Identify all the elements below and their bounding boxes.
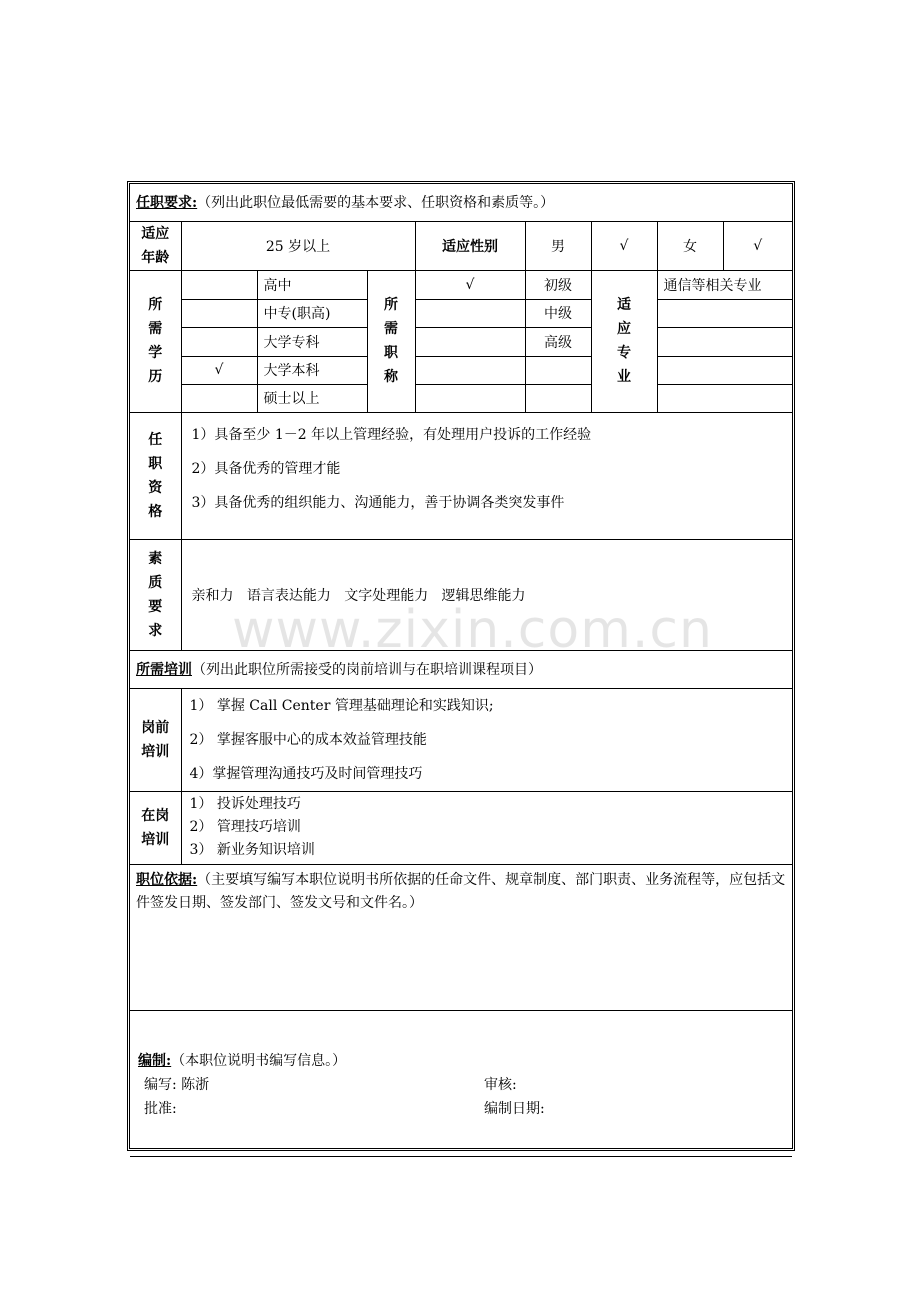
education-check (181, 299, 257, 327)
training-header-row (130, 650, 792, 688)
basis-note: （主要填写编写本职位说明书所依据的任命文件、规章制度、部门职责、业务流程等，应包括文件签发日期、签发部门、签发文号和文件名。） (136, 871, 786, 911)
list-item: 1） 掌握 Call Center 管理基础理论和实践知识; (189, 697, 494, 714)
education-row (130, 327, 792, 356)
education-level: 大学本科 (257, 356, 367, 384)
qualification-list (181, 412, 792, 539)
education-label: 所 需 学 历 (130, 270, 181, 412)
education-check (181, 384, 257, 412)
education-check (181, 270, 257, 299)
major-value: 通信等相关专业 (657, 270, 792, 299)
list-item: 2） 掌握客服中心的成本效益管理技能 (189, 731, 427, 748)
list-item: 1）具备至少 1－2 年以上管理经验，有处理用户投诉的工作经验 (191, 426, 592, 443)
education-row (130, 270, 792, 299)
compile-row (130, 1010, 792, 1156)
age-label: 适应 年龄 (130, 221, 181, 270)
quality-label: 素 质 要 求 (130, 539, 181, 650)
list-item: 1） 投诉处理技巧 (189, 796, 301, 812)
title-check: √ (415, 270, 525, 299)
requirements-title: 任职要求: (136, 195, 198, 212)
title-level: 中级 (525, 299, 591, 327)
female-check: √ (723, 221, 792, 270)
list-item: 3）具备优秀的组织能力、沟通能力，善于协调各类突发事件 (191, 494, 565, 511)
onjob-training-list (181, 791, 792, 864)
requirements-header (130, 184, 792, 221)
title-level (525, 384, 591, 412)
training-title: 所需培训 (136, 662, 192, 678)
gender-label: 适应性别 (415, 221, 525, 270)
basis-title: 职位依据: (136, 871, 198, 888)
title-check (415, 299, 525, 327)
writer-field: 编写: 陈浙 (144, 1076, 210, 1093)
title-check (415, 384, 525, 412)
requirements-header-row (130, 184, 792, 221)
female-label: 女 (657, 221, 723, 270)
major-value (657, 384, 792, 412)
male-check: √ (591, 221, 657, 270)
training-header (130, 650, 792, 688)
major-value (657, 356, 792, 384)
education-row (130, 384, 792, 412)
qualification-label: 任 职 资 格 (130, 412, 181, 539)
age-gender-row (130, 221, 792, 270)
education-level: 大学专科 (257, 327, 367, 356)
basis-cell (130, 864, 792, 1010)
compile-title: 编制: (138, 1052, 172, 1069)
compile-cell (130, 1010, 792, 1156)
job-description-form (129, 183, 793, 1149)
education-check: √ (181, 356, 257, 384)
compile-note: （本职位说明书编写信息。） (171, 1052, 347, 1069)
reviewer-field: 审核: (484, 1076, 517, 1093)
training-note: （列出此职位所需接受的岗前培训与在职培训课程项目） (192, 662, 542, 678)
title-level (525, 356, 591, 384)
education-row (130, 299, 792, 327)
title-check (415, 327, 525, 356)
title-check (415, 356, 525, 384)
quality-row (130, 539, 792, 650)
form-table (130, 184, 792, 1157)
list-item: 2） 管理技巧培训 (189, 819, 301, 835)
watermark: www.zixin.com.cn (232, 600, 713, 660)
major-value (657, 327, 792, 356)
signature-table (138, 1073, 786, 1121)
list-item: 2）具备优秀的管理才能 (191, 460, 341, 477)
education-row (130, 356, 792, 384)
education-level: 硕士以上 (257, 384, 367, 412)
qualification-row (130, 412, 792, 539)
pre-training-row (130, 688, 792, 791)
major-value (657, 299, 792, 327)
major-label: 适 应 专 业 (591, 270, 657, 412)
list-item: 4）掌握管理沟通技巧及时间管理技巧 (189, 765, 423, 782)
male-label: 男 (525, 221, 591, 270)
date-field: 编制日期: (484, 1100, 545, 1117)
onjob-training-label: 在岗 培训 (130, 791, 181, 864)
education-level: 中专(职高) (257, 299, 367, 327)
approver-field: 批准: (144, 1100, 177, 1117)
writer-name: 陈浙 (181, 1076, 210, 1093)
compile-header (138, 1049, 786, 1073)
education-level: 高中 (257, 270, 367, 299)
education-check (181, 327, 257, 356)
onjob-training-row (130, 791, 792, 864)
requirements-note: （列出此职位最低需要的基本要求、任职资格和素质等。） (197, 195, 555, 212)
age-value: 25 岁以上 (181, 221, 415, 270)
pre-training-label: 岗前 培训 (130, 688, 181, 791)
title-level: 高级 (525, 327, 591, 356)
list-item: 3） 新业务知识培训 (189, 842, 315, 858)
title-label: 所 需 职 称 (367, 270, 415, 412)
title-level: 初级 (525, 270, 591, 299)
quality-text: 亲和力 语言表达能力 文字处理能力 逻辑思维能力 (181, 539, 792, 650)
basis-row (130, 864, 792, 1010)
pre-training-list (181, 688, 792, 791)
